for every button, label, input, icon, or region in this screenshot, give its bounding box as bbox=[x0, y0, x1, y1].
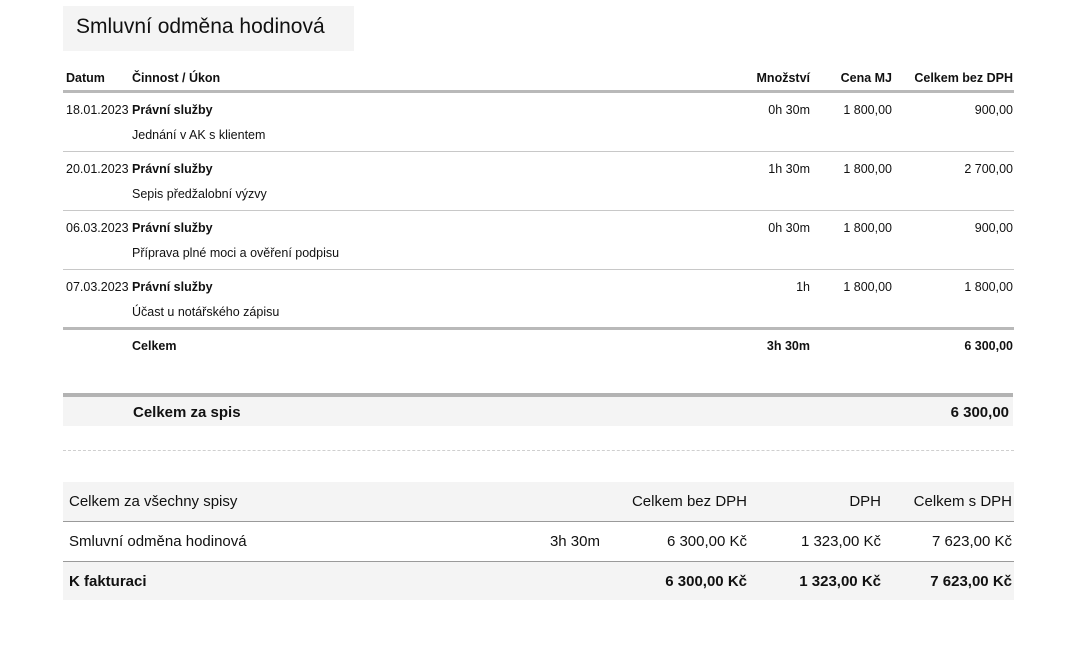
header-date: Datum bbox=[66, 71, 105, 85]
summary-row-base: 6 300,00 Kč bbox=[666, 533, 747, 550]
row-quantity: 0h 30m bbox=[768, 103, 810, 117]
table-row bbox=[63, 270, 1014, 330]
summary-row-label: Smluvní odměna hodinová bbox=[69, 533, 247, 550]
header-total-excl-vat: Celkem bez DPH bbox=[914, 71, 1013, 85]
file-total-label: Celkem za spis bbox=[133, 404, 241, 421]
section-title: Smluvní odměna hodinová bbox=[76, 15, 325, 38]
summary-table bbox=[63, 482, 1014, 600]
row-date: 06.03.2023 bbox=[66, 221, 129, 235]
file-total-value: 6 300,00 bbox=[950, 404, 1009, 421]
summary-footer-vat: 1 323,00 Kč bbox=[799, 573, 881, 590]
row-quantity: 1h bbox=[796, 280, 810, 294]
row-activity: Právní služby bbox=[132, 162, 213, 176]
row-total: 900,00 bbox=[974, 103, 1013, 117]
row-description: Příprava plné moci a ověření podpisu bbox=[132, 246, 340, 260]
header-unit-price: Cena MJ bbox=[840, 71, 892, 85]
row-activity: Právní služby bbox=[132, 103, 213, 117]
summary-footer-base: 6 300,00 Kč bbox=[665, 573, 747, 590]
section-divider bbox=[63, 450, 1014, 451]
summary-header-base: Celkem bez DPH bbox=[631, 493, 747, 510]
row-description: Sepis předžalobní výzvy bbox=[132, 187, 267, 201]
summary-row-vat: 1 323,00 Kč bbox=[800, 533, 881, 550]
items-total-label: Celkem bbox=[132, 339, 177, 353]
row-description: Účast u notářského zápisu bbox=[132, 305, 280, 319]
table-row bbox=[63, 93, 1014, 152]
summary-footer bbox=[63, 562, 1014, 600]
row-quantity: 0h 30m bbox=[768, 221, 810, 235]
row-activity: Právní služby bbox=[132, 221, 213, 235]
row-total: 1 800,00 bbox=[964, 280, 1013, 294]
header-activity: Činnost / Úkon bbox=[132, 71, 221, 85]
row-unit-price: 1 800,00 bbox=[843, 162, 892, 176]
row-date: 07.03.2023 bbox=[66, 280, 129, 294]
row-unit-price: 1 800,00 bbox=[843, 221, 892, 235]
row-activity: Právní služby bbox=[132, 280, 213, 294]
row-unit-price: 1 800,00 bbox=[843, 103, 892, 117]
summary-row bbox=[63, 522, 1014, 562]
items-total-row bbox=[63, 330, 1014, 360]
row-description: Jednání v AK s klientem bbox=[132, 128, 266, 142]
file-total-bar bbox=[63, 393, 1013, 426]
summary-header bbox=[63, 482, 1014, 522]
row-unit-price: 1 800,00 bbox=[843, 280, 892, 294]
row-date: 20.01.2023 bbox=[66, 162, 129, 176]
items-total-quantity: 3h 30m bbox=[766, 339, 810, 353]
summary-footer-total: 7 623,00 Kč bbox=[930, 573, 1012, 590]
row-quantity: 1h 30m bbox=[768, 162, 810, 176]
summary-header-total: Celkem s DPH bbox=[913, 493, 1012, 510]
section-title-box bbox=[63, 6, 354, 51]
summary-row-time: 3h 30m bbox=[549, 533, 600, 550]
summary-header-vat: DPH bbox=[849, 493, 881, 510]
header-quantity: Množství bbox=[756, 71, 810, 85]
summary-header-label: Celkem za všechny spisy bbox=[69, 493, 238, 510]
table-row bbox=[63, 211, 1014, 270]
row-date: 18.01.2023 bbox=[66, 103, 129, 117]
items-total-value: 6 300,00 bbox=[964, 339, 1013, 353]
items-table-header bbox=[63, 66, 1014, 93]
summary-row-total: 7 623,00 Kč bbox=[931, 533, 1012, 550]
items-table bbox=[63, 66, 1014, 360]
row-total: 2 700,00 bbox=[964, 162, 1013, 176]
summary-footer-label: K fakturaci bbox=[69, 573, 147, 590]
table-row bbox=[63, 152, 1014, 211]
row-total: 900,00 bbox=[974, 221, 1013, 235]
